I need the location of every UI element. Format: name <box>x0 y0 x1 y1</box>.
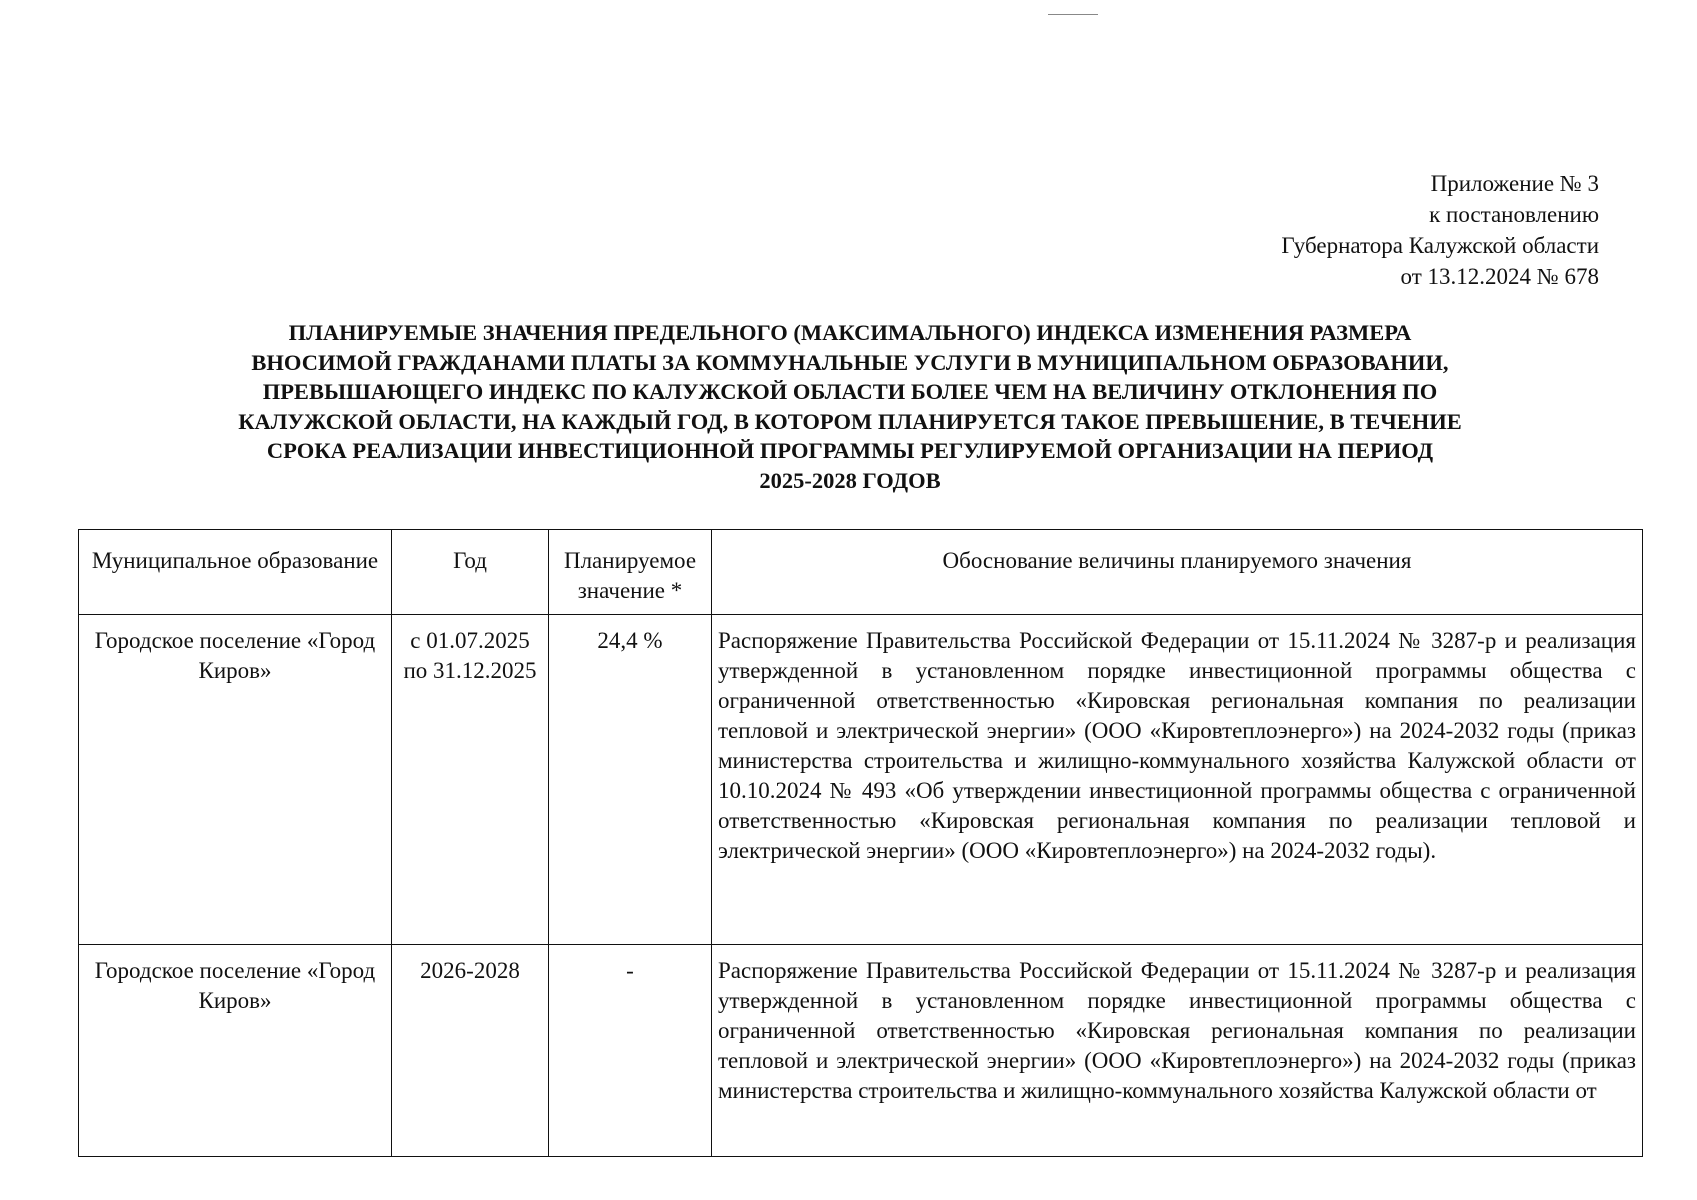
table-header-row <box>79 530 1643 615</box>
cell-justification: Распоряжение Правительства Российской Федерации от 15.11.2024 № 3287-р и реализация утвержденной в установленном порядке инвестиционной программы общества с ограниченной ответственностью «Кировская региональная компания по реализации тепловой и электрической энергии» (ООО «Кировтеплоэнерго») на 2024-2032 годы (приказ министерства строительства и жилищно-коммунального хозяйства Калужской области от 10.10.2024 № 493 «Об утверждении инвестиционной программы общества с ограниченной ответственностью «Кировская региональная компания по реализации тепловой и электрической энергии» (ООО «Кировтеплоэнерго») на 2024-2032 годы). <box>712 615 1643 945</box>
header-justification: Обоснование величины планируемого значения <box>712 530 1643 615</box>
appendix-to-resolution: к постановлению <box>1429 202 1599 227</box>
title-line: КАЛУЖСКОЙ ОБЛАСТИ, НА КАЖДЫЙ ГОД, В КОТОРОМ ПЛАНИРУЕТСЯ ТАКОЕ ПРЕВЫШЕНИЕ, В ТЕЧЕНИЕ <box>238 408 1462 434</box>
header-planned-value: Планируемое значение * <box>549 530 712 615</box>
appendix-number: Приложение № 3 <box>1430 171 1599 196</box>
document-title <box>100 318 1600 495</box>
title-line: 2025-2028 ГОДОВ <box>759 467 941 493</box>
cell-planned-value: 24,4 % <box>549 615 712 945</box>
cell-municipality: Городское поселение «Город Киров» <box>79 615 392 945</box>
header-year: Год <box>392 530 549 615</box>
appendix-date-number: от 13.12.2024 № 678 <box>1400 264 1599 289</box>
table-row <box>79 945 1643 1157</box>
title-line: ПЛАНИРУЕМЫЕ ЗНАЧЕНИЯ ПРЕДЕЛЬНОГО (МАКСИМАЛЬНОГО) ИНДЕКСА ИЗМЕНЕНИЯ РАЗМЕРА <box>288 320 1412 345</box>
top-scan-mark <box>1048 14 1098 15</box>
cell-justification: Распоряжение Правительства Российской Федерации от 15.11.2024 № 3287-р и реализация утвержденной в установленном порядке инвестиционной программы общества с ограниченной ответственностью «Кировская региональная компания по реализации тепловой и электрической энергии» (ООО «Кировтеплоэнерго») на 2024-2032 годы (приказ министерства строительства и жилищно-коммунального хозяйства Калужской области от <box>718 958 1636 1103</box>
cell-year: 2026-2028 <box>392 945 549 1157</box>
appendix-issuer: Губернатора Калужской области <box>1281 233 1599 258</box>
appendix-header <box>1281 168 1599 292</box>
table-row <box>79 615 1643 945</box>
planned-values-table <box>78 529 1643 1157</box>
cell-municipality: Городское поселение «Город Киров» <box>79 945 392 1157</box>
header-municipality: Муниципальное образование <box>79 530 392 615</box>
cell-year: с 01.07.2025 по 31.12.2025 <box>392 615 549 945</box>
cell-justification-wrapper <box>712 945 1643 1157</box>
title-line: ВНОСИМОЙ ГРАЖДАНАМИ ПЛАТЫ ЗА КОММУНАЛЬНЫЕ УСЛУГИ В МУНИЦИПАЛЬНОМ ОБРАЗОВАНИИ, <box>251 349 1449 375</box>
title-line: СРОКА РЕАЛИЗАЦИИ ИНВЕСТИЦИОННОЙ ПРОГРАММЫ РЕГУЛИРУЕМОЙ ОРГАНИЗАЦИИ НА ПЕРИОД <box>266 438 1434 463</box>
cell-planned-value: - <box>549 945 712 1157</box>
title-line: ПРЕВЫШАЮЩЕГО ИНДЕКС ПО КАЛУЖСКОЙ ОБЛАСТИ БОЛЕЕ ЧЕМ НА ВЕЛИЧИНУ ОТКЛОНЕНИЯ ПО <box>262 379 1438 404</box>
